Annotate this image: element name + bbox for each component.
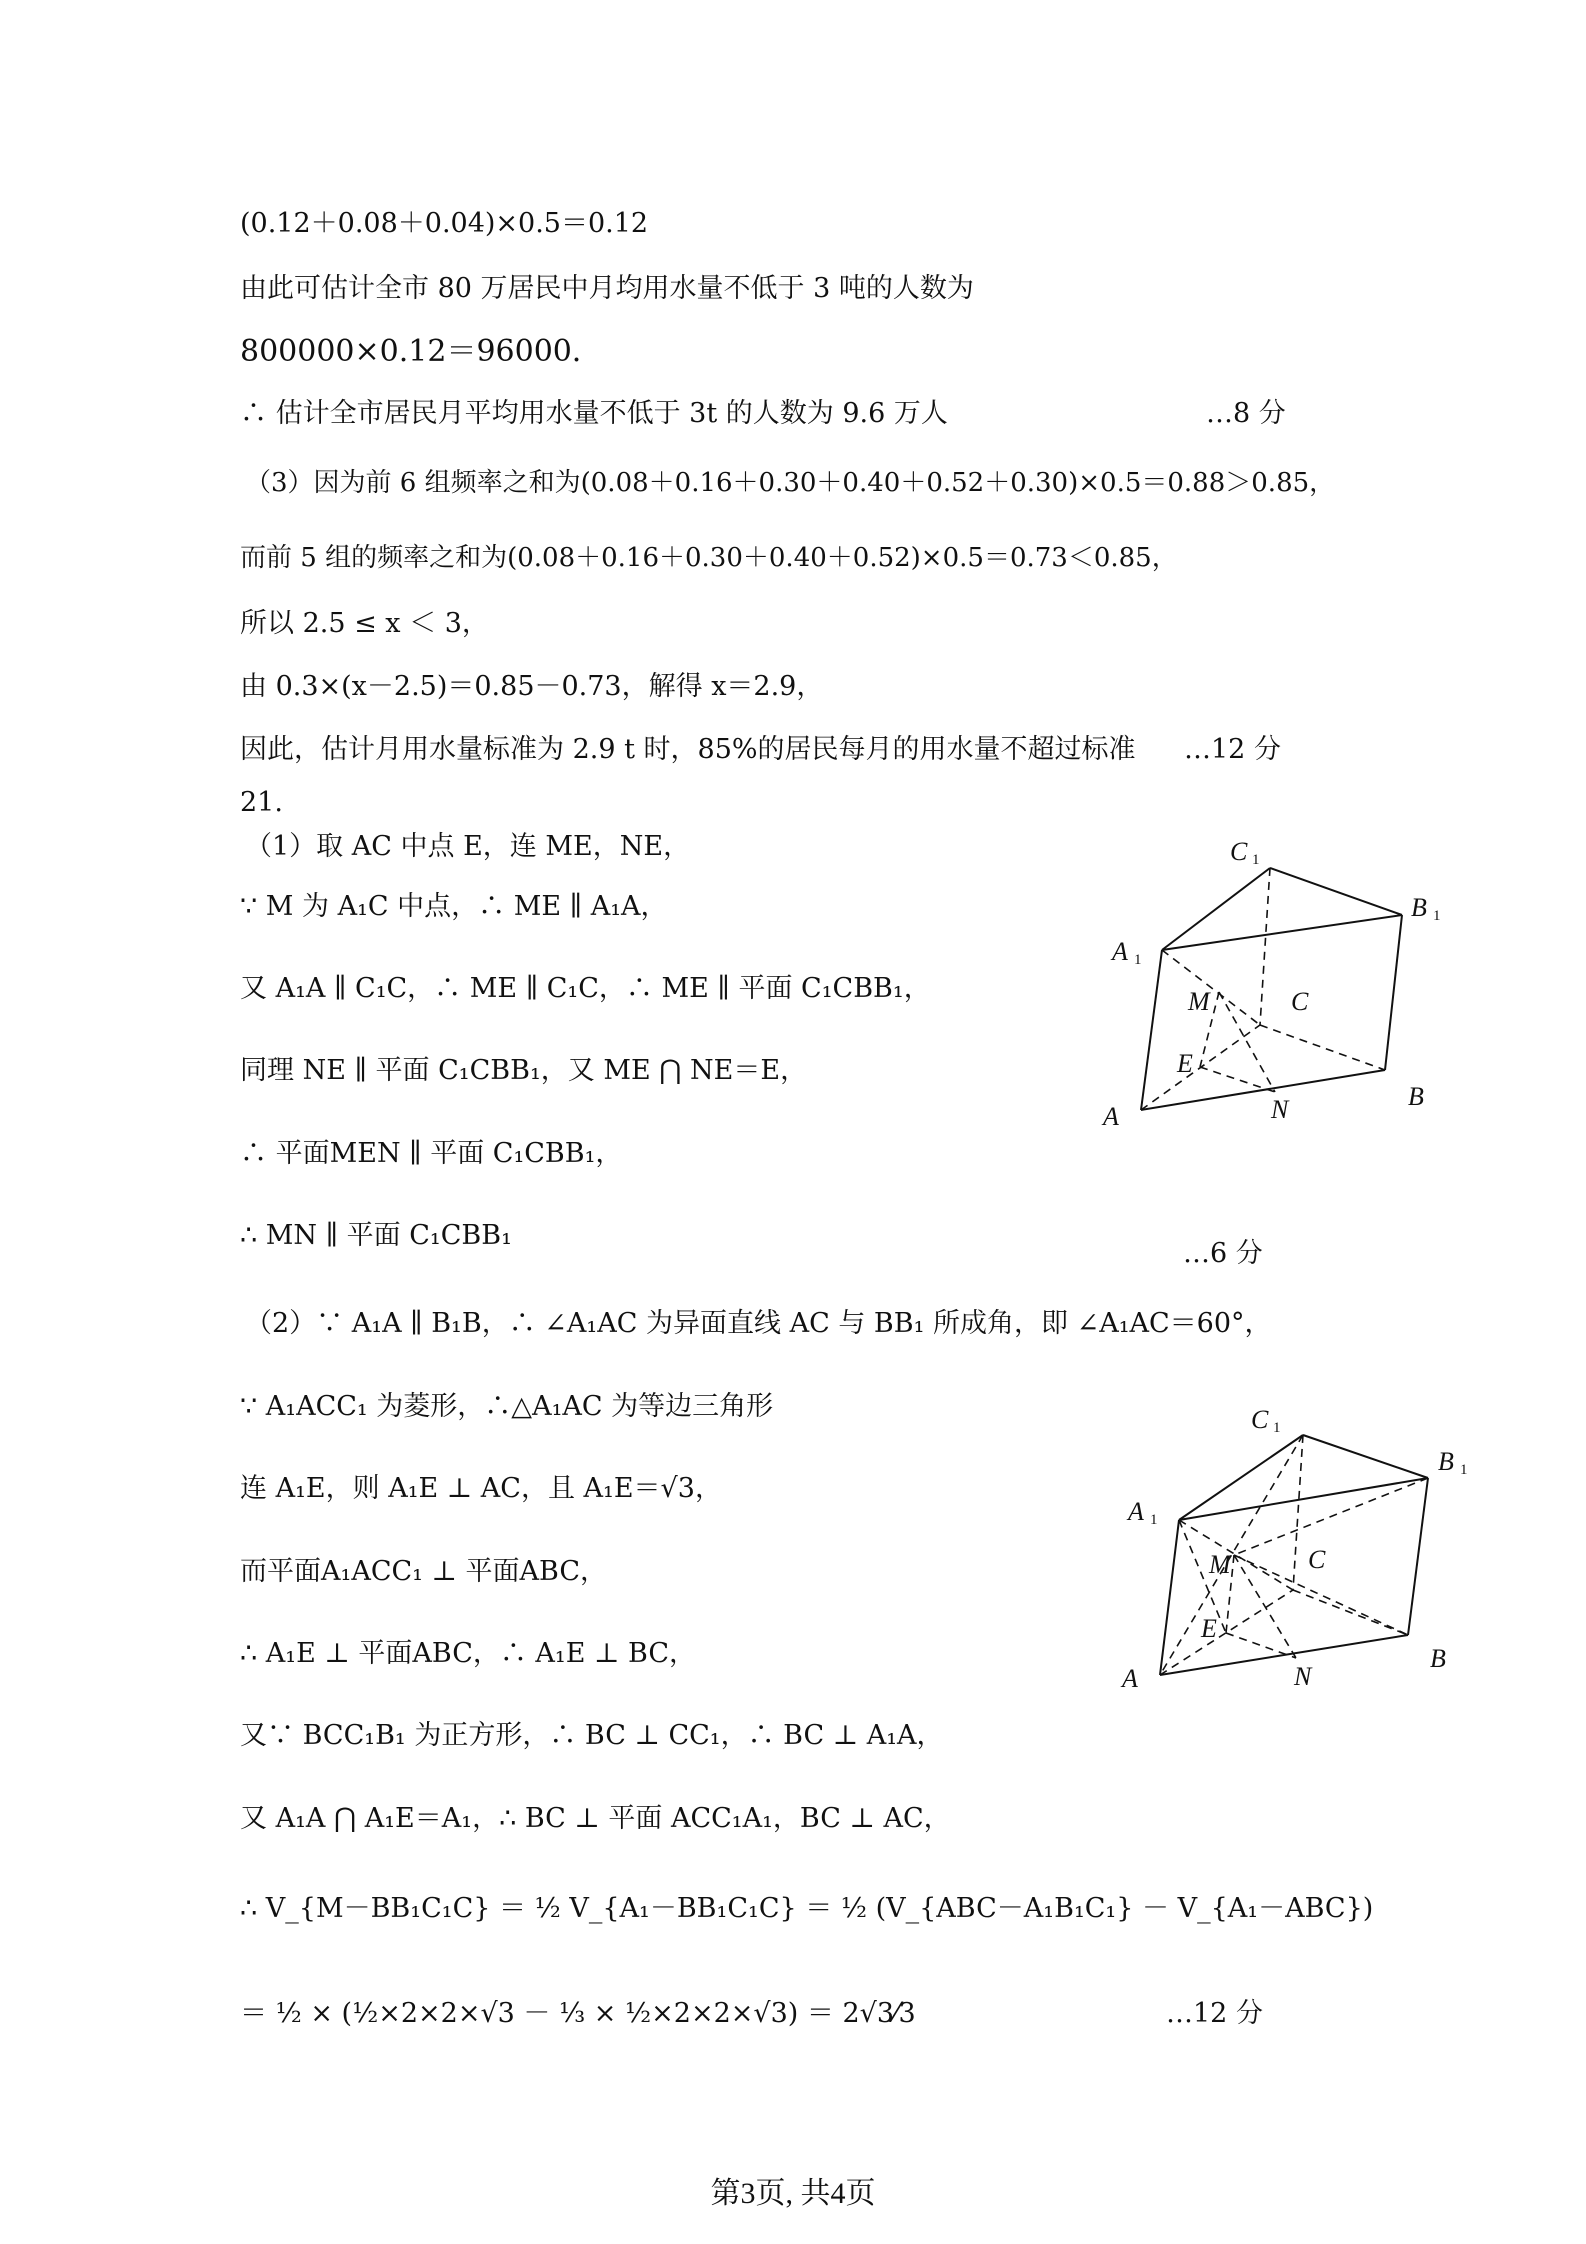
fig1-label-c: C <box>1291 987 1309 1016</box>
fig1-label-b1: B <box>1411 893 1427 922</box>
fig2-label-m: M <box>1209 1550 1231 1579</box>
text-line-1: (0.12＋0.08＋0.04)×0.5＝0.12 <box>240 208 649 239</box>
text-line-14: 同理 NE ∥ 平面 C₁CBB₁，又 ME ⋂ NE＝E， <box>240 1055 808 1086</box>
fig2-sub-c1: 1 <box>1273 1420 1281 1436</box>
text-line-2: 由此可估计全市 80 万居民中月均用水量不低于 3 吨的人数为 <box>240 273 974 304</box>
formula-line-2: ＝ ½ × (½×2×2×√3 － ⅓ × ½×2×2×√3) ＝ 2√3⁄3 <box>240 1998 916 2029</box>
score-12-b: …12 分 <box>1166 1998 1263 2029</box>
text-line-20: 而平面A₁ACC₁ ⊥ 平面ABC， <box>240 1556 608 1587</box>
text-line-23: 又 A₁A ⋂ A₁E＝A₁，∴ BC ⊥ 平面 ACC₁A₁，BC ⊥ AC， <box>240 1803 951 1834</box>
fig2-sub-b1: 1 <box>1460 1462 1468 1478</box>
text-line-3: 800000×0.12＝96000． <box>240 334 602 369</box>
text-line-5: （3）因为前 6 组频率之和为(0.08＋0.16＋0.30＋0.40＋0.52＋0.30)×0.5＝0.88＞0.85， <box>245 468 1336 498</box>
fig2-label-c1: C <box>1251 1405 1269 1434</box>
text-line-9: 因此，估计月用水量标准为 2.9 t 时，85%的居民每月的用水量不超过标准 <box>240 734 1136 765</box>
text-line-4: ∴ 估计全市居民月平均用水量不低于 3t 的人数为 9.6 万人 <box>240 398 948 429</box>
formula-line-1: ∴ V_{M－BB₁C₁C} ＝ ½ V_{A₁－BB₁C₁C} ＝ ½ (V_{ABC－A₁B₁C₁} － V_{A₁－ABC}) <box>240 1893 1374 1924</box>
score-12-a: …12 分 <box>1184 734 1281 765</box>
fig2-label-a1: A <box>1128 1497 1144 1526</box>
fig2-label-b: B <box>1430 1644 1446 1673</box>
text-line-8: 由 0.3×(x－2.5)＝0.85－0.73，解得 x＝2.9， <box>240 671 824 702</box>
text-line-11: （1）取 AC 中点 E，连 ME，NE， <box>245 831 691 862</box>
score-6: …6 分 <box>1183 1238 1263 1269</box>
text-line-12: ∵ M 为 A₁C 中点，∴ ME ∥ A₁A， <box>240 891 668 922</box>
fig2-label-c: C <box>1308 1545 1326 1574</box>
text-line-18: ∵ A₁ACC₁ 为菱形，∴△A₁AC 为等边三角形 <box>240 1391 774 1422</box>
score-8: …8 分 <box>1206 398 1286 429</box>
text-line-22: 又∵ BCC₁B₁ 为正方形，∴ BC ⊥ CC₁，∴ BC ⊥ A₁A， <box>240 1720 944 1751</box>
text-line-7: 所以 2.5 ≤ x ＜ 3， <box>240 608 489 639</box>
fig1-sub-a1: 1 <box>1134 952 1142 968</box>
text-line-16: ∴ MN ∥ 平面 C₁CBB₁ <box>240 1220 512 1251</box>
text-line-15: ∴ 平面MEN ∥ 平面 C₁CBB₁， <box>240 1138 623 1169</box>
problem-number: 21. <box>240 787 283 818</box>
text-line-21: ∴ A₁E ⊥ 平面ABC，∴ A₁E ⊥ BC， <box>240 1638 697 1669</box>
fig2-sub-a1: 1 <box>1150 1512 1158 1528</box>
prism-figure-1 <box>1095 820 1441 1131</box>
fig2-label-b1: B <box>1438 1447 1454 1476</box>
fig1-sub-b1: 1 <box>1433 908 1441 924</box>
text-line-6: 而前 5 组的频率之和为(0.08＋0.16＋0.30＋0.40＋0.52)×0.5＝0.73＜0.85， <box>240 543 1178 573</box>
fig1-label-e: E <box>1177 1049 1193 1078</box>
fig1-label-n: N <box>1271 1095 1289 1124</box>
fig2-label-e: E <box>1201 1614 1217 1643</box>
fig1-label-c1: C <box>1230 837 1248 866</box>
fig1-label-a1: A <box>1112 937 1128 966</box>
text-line-17: （2）∵ A₁A ∥ B₁B，∴ ∠A₁AC 为异面直线 AC 与 BB₁ 所成角，即 ∠A₁AC＝60°， <box>245 1308 1272 1339</box>
text-line-19: 连 A₁E，则 A₁E ⊥ AC，且 A₁E＝√3， <box>240 1473 722 1504</box>
page-footer: 第3页, 共4页 <box>710 2177 876 2210</box>
fig2-label-a: A <box>1122 1664 1138 1693</box>
fig1-label-m: M <box>1188 987 1210 1016</box>
fig1-sub-c1: 1 <box>1252 852 1260 868</box>
fig1-label-b: B <box>1408 1082 1424 1111</box>
text-line-13: 又 A₁A ∥ C₁C，∴ ME ∥ C₁C，∴ ME ∥ 平面 C₁CBB₁， <box>240 973 931 1004</box>
prism-figure-2 <box>1108 1390 1468 1693</box>
fig2-label-n: N <box>1294 1662 1312 1691</box>
fig1-label-a: A <box>1103 1102 1119 1131</box>
